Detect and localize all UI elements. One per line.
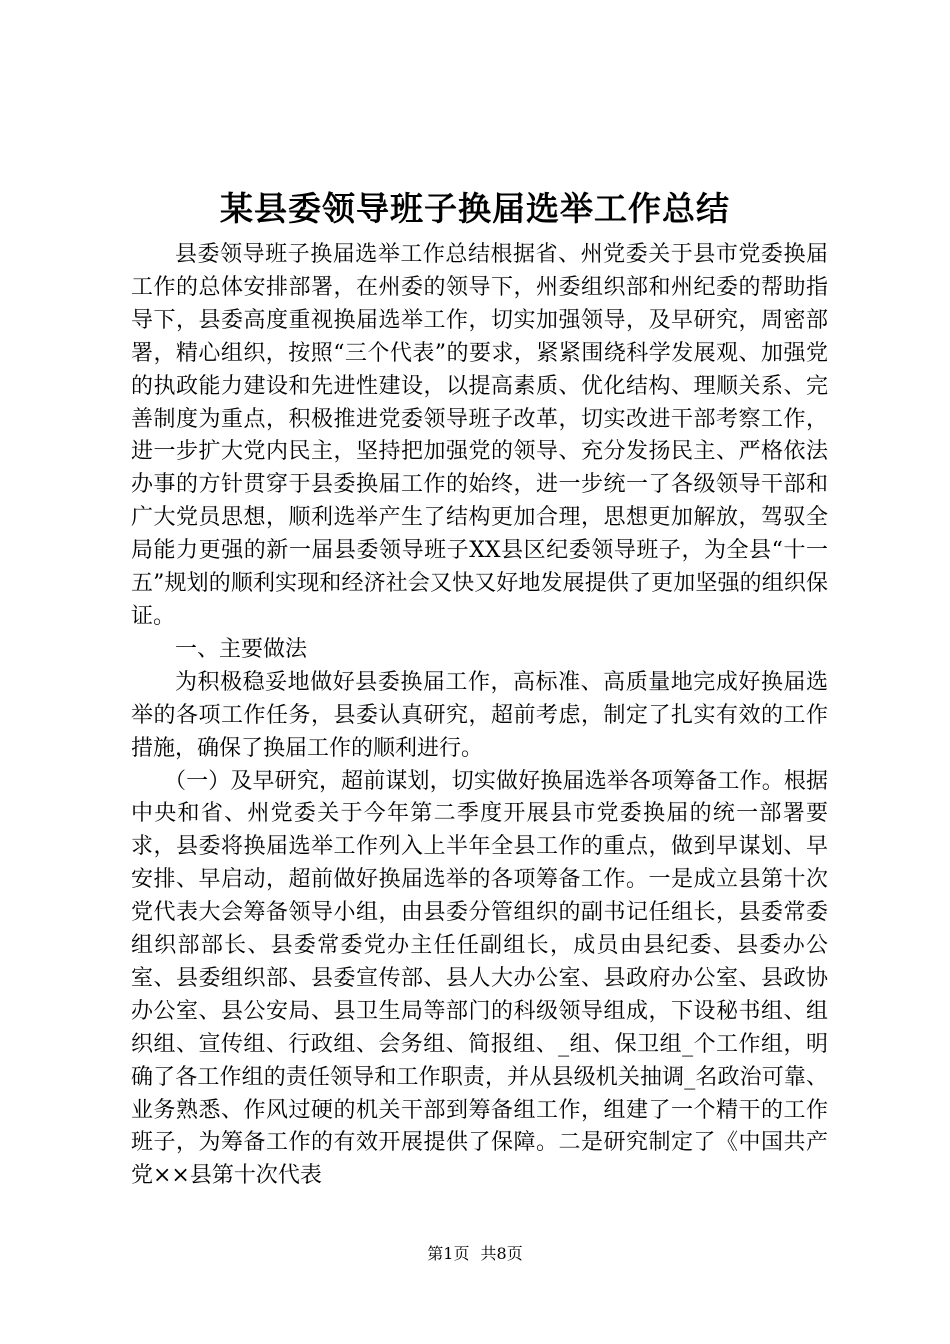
body-paragraph: 为积极稳妥地做好县委换届工作，高标准、高质量地完成好换届选举的各项工作任务，县委认真研究，超前考虑，制定了扎实有效的工作措施，确保了换届工作的顺利进行。 xyxy=(131,669,828,761)
intro-paragraph: 县委领导班子换届选举工作总结根据省、州党委关于县市党委换届工作的总体安排部署，在州委的领导下，州委组织部和州纪委的帮助指导下，县委高度重视换届选举工作，切实加强领导，及早研究，周密部署，精心组织，按照“三个代表”的要求，紧紧围绕科学发展观、加强党的执政能力建设和先进性建设，以提高素质、优化结构、理顺关系、完善制度为重点，积极推进党委领导班子改革，切实改进干部考察工作，进一步扩大党内民主，坚持把加强党的领导、充分发扬民主、严格依法办事的方针贯穿于县委换届工作的始终，进一步统一了各级领导干部和广大党员思想，顺利选举产生了结构更加合理，思想更加解放，驾驭全局能力更强的新一届县委领导班子XX县区纪委领导班子，为全县“十一五”规划的顺利实现和经济社会又快又好地发展提供了更加坚强的组织保证。 xyxy=(131,242,828,629)
page-total: 共8页 xyxy=(480,1244,523,1263)
page-footer xyxy=(0,1244,950,1264)
document-title: 某县委领导班子换届选举工作总结 xyxy=(220,189,730,228)
body-paragraph: （一）及早研究，超前谋划，切实做好换届选举各项筹备工作。根据中央和省、州党委关于今年第二季度开展县市党委换届的统一部署要求，县委将换届选举工作列入上半年全县工作的重点，做到早谋划、早安排、早启动，超前做好换届选举的各项筹备工作。一是成立县第十次党代表大会筹备领导小组，由县委分管组织的副书记任组长，县委常委组织部部长、县委常委党办主任任副组长，成员由县纪委、县委办公室、县委组织部、县委宣传部、县人大办公室、县政府办公室、县政协办公室、县公安局、县卫生局等部门的科级领导组成，下设秘书组、组织组、宣传组、行政组、会务组、简报组、_组、保卫组_个工作组，明确了各工作组的责任领导和工作职责，并从县级机关抽调_名政治可靠、业务熟悉、作风过硬的机关干部到筹备组工作，组建了一个精干的工作班子，为筹备工作的有效开展提供了保障。二是研究制定了《中国共产党××县第十次代表 xyxy=(131,768,828,1189)
document-body xyxy=(131,239,828,1193)
section-heading: 一、主要做法 xyxy=(175,636,308,662)
page-number: 第1页 xyxy=(427,1244,470,1263)
